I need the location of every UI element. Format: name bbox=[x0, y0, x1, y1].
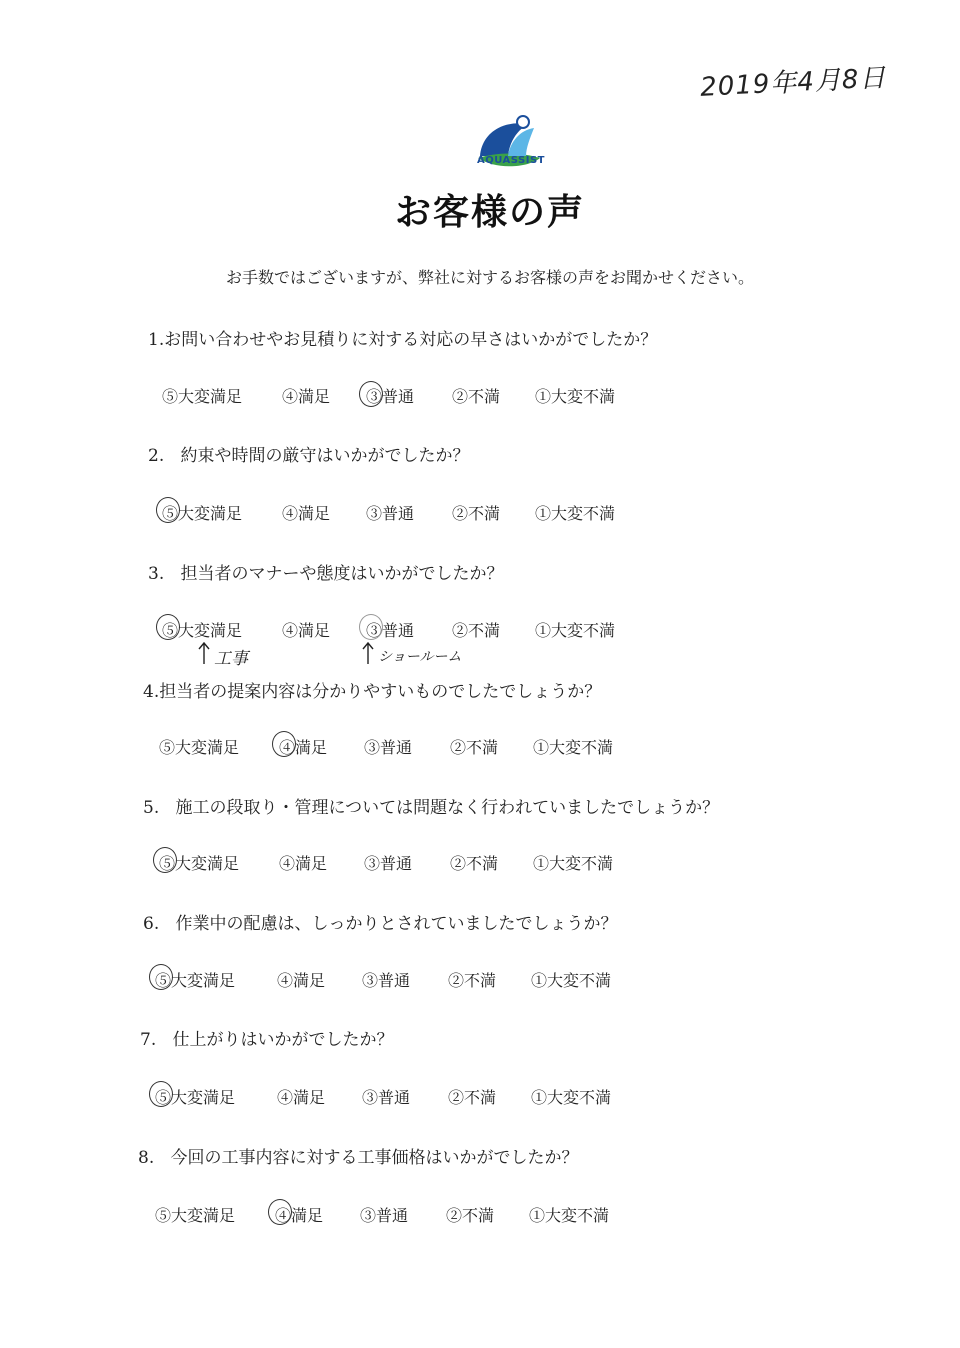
q7-option-2[interactable]: ②不満 bbox=[448, 1088, 497, 1107]
q8-selection-circle bbox=[268, 1199, 292, 1225]
question-2 bbox=[148, 441, 469, 466]
q7-option-1[interactable]: ①大変不満 bbox=[531, 1088, 612, 1107]
q2-option-2[interactable]: ②不満 bbox=[452, 504, 501, 523]
q7-option-5[interactable]: ⑤大変満足 bbox=[155, 1088, 236, 1107]
q8-option-1[interactable]: ①大変不満 bbox=[529, 1206, 610, 1225]
q5-option-4[interactable]: ④満足 bbox=[279, 854, 328, 873]
logo-wordmark: AQUASSIST bbox=[477, 155, 545, 166]
question-text: 仕上がりはいかがでしたか？ bbox=[172, 1030, 394, 1050]
q2-option-3[interactable]: ③普通 bbox=[366, 504, 415, 523]
q5-option-3[interactable]: ③普通 bbox=[364, 854, 413, 873]
q3-option-1[interactable]: ①大変不満 bbox=[535, 621, 616, 640]
q4-option-2[interactable]: ②不満 bbox=[450, 738, 499, 757]
question-number: 4. bbox=[143, 682, 160, 702]
question-text: 約束や時間の厳守はいかがでしたか？ bbox=[180, 446, 470, 466]
q2-option-5[interactable]: ⑤大変満足 bbox=[162, 504, 243, 523]
q5-option-1[interactable]: ①大変不満 bbox=[533, 854, 614, 873]
q1-option-2[interactable]: ②不満 bbox=[452, 387, 501, 406]
question-number: 8. bbox=[138, 1148, 155, 1168]
question-7 bbox=[140, 1025, 393, 1050]
question-text: 施工の段取り・管理については問題なく行われていましたでしょうか？ bbox=[175, 798, 720, 818]
q4-option-5[interactable]: ⑤大変満足 bbox=[159, 738, 240, 757]
q3-option-5[interactable]: ⑤大変満足 bbox=[162, 621, 243, 640]
question-5 bbox=[143, 793, 719, 818]
q7-option-3[interactable]: ③普通 bbox=[362, 1088, 411, 1107]
q2-option-1[interactable]: ①大変不満 bbox=[535, 504, 616, 523]
question-text: 今回の工事内容に対する工事価格はいかがでしたか？ bbox=[170, 1148, 579, 1168]
q5-option-5[interactable]: ⑤大変満足 bbox=[159, 854, 240, 873]
q5-option-2[interactable]: ②不満 bbox=[450, 854, 499, 873]
arrow-up-icon bbox=[360, 640, 376, 666]
question-text: 担当者のマナーや態度はいかがでしたか？ bbox=[180, 564, 504, 584]
q7-selection-circle bbox=[149, 1081, 173, 1107]
page-title: お客様の声 bbox=[394, 192, 585, 233]
q2-option-4[interactable]: ④満足 bbox=[282, 504, 331, 523]
question-8 bbox=[138, 1143, 578, 1168]
q7-option-4[interactable]: ④満足 bbox=[277, 1088, 326, 1107]
question-6 bbox=[143, 909, 617, 934]
q6-selection-circle bbox=[149, 964, 173, 990]
question-number: 1. bbox=[148, 330, 165, 350]
q1-option-1[interactable]: ①大変不満 bbox=[535, 387, 616, 406]
q3-selection-circle-5 bbox=[156, 614, 180, 640]
question-1 bbox=[148, 325, 657, 350]
handwritten-date: 2019年4月8日 bbox=[699, 63, 888, 103]
question-number: 7. bbox=[140, 1030, 157, 1050]
q4-option-3[interactable]: ③普通 bbox=[364, 738, 413, 757]
question-3 bbox=[148, 559, 503, 584]
question-number: 2. bbox=[148, 446, 165, 466]
q8-option-3[interactable]: ③普通 bbox=[360, 1206, 409, 1225]
question-number: 3. bbox=[148, 564, 165, 584]
q8-option-5[interactable]: ⑤大変満足 bbox=[155, 1206, 236, 1225]
question-text: 担当者の提案内容は分かりやすいものでしたでしょうか？ bbox=[159, 682, 602, 702]
q4-option-4[interactable]: ④満足 bbox=[279, 738, 328, 757]
q8-option-2[interactable]: ②不満 bbox=[446, 1206, 495, 1225]
handwritten-note-showroom: ショールーム bbox=[378, 649, 462, 665]
q1-selection-circle bbox=[359, 381, 383, 407]
question-text: お問い合わせやお見積りに対する対応の早さはいかがでしたか？ bbox=[164, 330, 658, 350]
question-4 bbox=[143, 677, 601, 702]
q6-option-3[interactable]: ③普通 bbox=[362, 971, 411, 990]
q3-option-3[interactable]: ③普通 bbox=[366, 621, 415, 640]
q5-selection-circle bbox=[153, 847, 177, 873]
arrow-up-icon bbox=[196, 640, 212, 666]
q6-option-2[interactable]: ②不満 bbox=[448, 971, 497, 990]
q3-selection-circle-3 bbox=[359, 614, 383, 640]
q6-option-1[interactable]: ①大変不満 bbox=[531, 971, 612, 990]
question-text: 作業中の配慮は、しっかりとされていましたでしょうか？ bbox=[175, 914, 618, 934]
q1-option-5[interactable]: ⑤大変満足 bbox=[162, 387, 243, 406]
handwritten-note-construction: 工事 bbox=[214, 649, 248, 669]
question-number: 5. bbox=[143, 798, 160, 818]
q4-selection-circle bbox=[272, 731, 296, 757]
q1-option-4[interactable]: ④満足 bbox=[282, 387, 331, 406]
intro-text: お手数ではございますが、弊社に対するお客様の声をお聞かせください。 bbox=[225, 268, 754, 287]
q2-selection-circle bbox=[156, 497, 180, 523]
question-number: 6. bbox=[143, 914, 160, 934]
q1-option-3[interactable]: ③普通 bbox=[366, 387, 415, 406]
q8-option-4[interactable]: ④満足 bbox=[275, 1206, 324, 1225]
q4-option-1[interactable]: ①大変不満 bbox=[533, 738, 614, 757]
q3-option-4[interactable]: ④満足 bbox=[282, 621, 331, 640]
q6-option-4[interactable]: ④満足 bbox=[277, 971, 326, 990]
q3-option-2[interactable]: ②不満 bbox=[452, 621, 501, 640]
q6-option-5[interactable]: ⑤大変満足 bbox=[155, 971, 236, 990]
